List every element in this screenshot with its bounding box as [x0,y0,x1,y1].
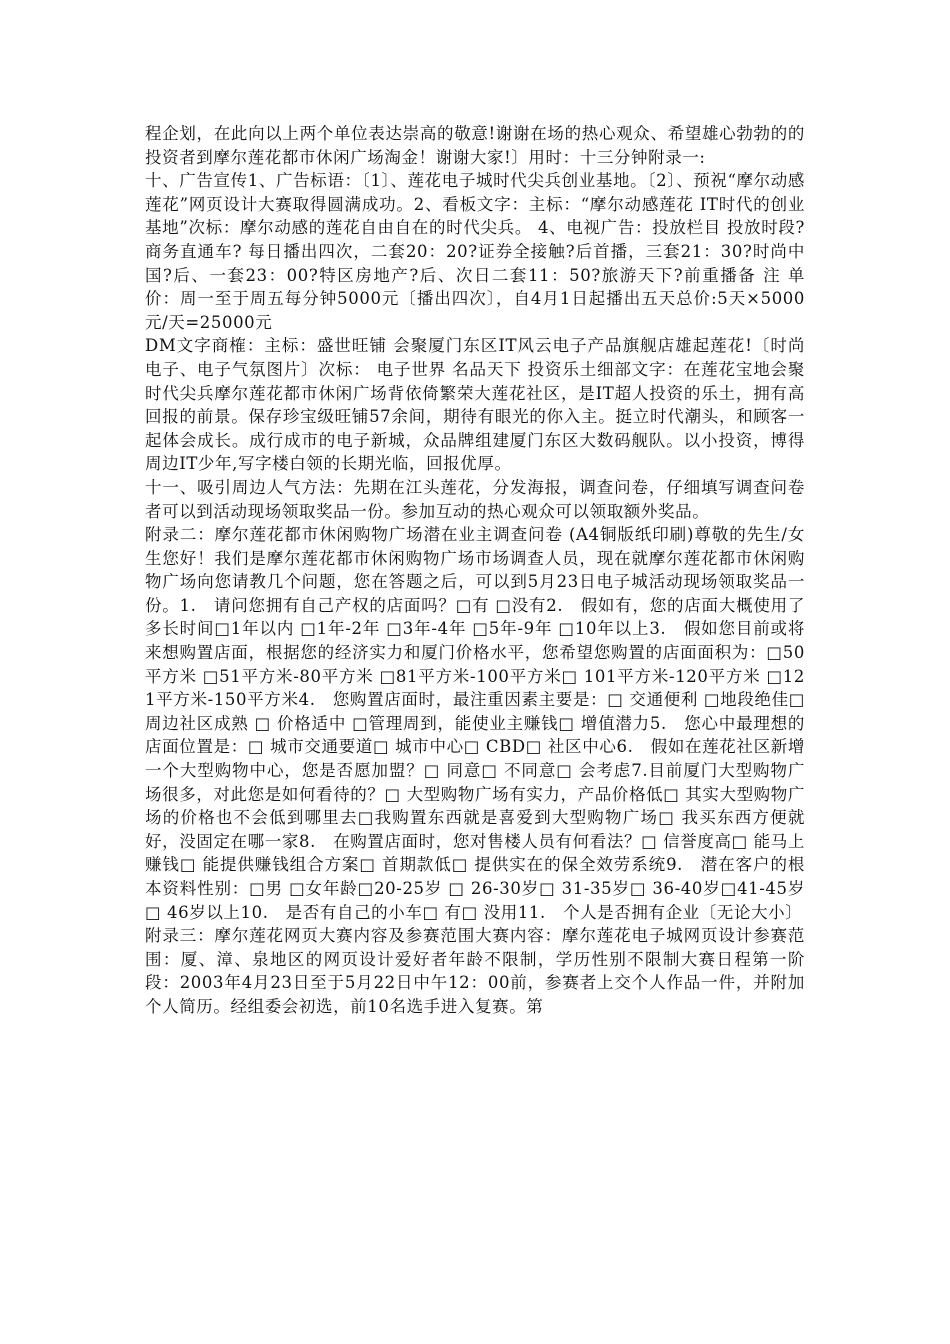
paragraph-appendix-three-contest: 附录三：摩尔莲花网页大赛内容及参赛范围大赛内容：摩尔莲花电子城网页设计参赛范围：厦、漳、泉地区的网页设计爱好者年龄不限制，学历性别不限制大赛日程第一阶段：2003年4月23日至于5月22日中午12：00前，参赛者上交个人作品一件，并附加个人简历。经组委会初选，前10名选手进入复赛。第 [145,926,805,1016]
paragraph-closing-remarks: 程企划，在此向以上两个单位表达崇高的敬意!谢谢在场的热心观众、希望雄心勃勃的的投资者到摩尔莲花都市休闲广场淘金！谢谢大家!〕用时：十三分钟附录一: [145,124,805,167]
document-body [145,122,805,1019]
paragraph-appendix-two-survey: 附录二：摩尔莲花都市休闲购物广场潜在业主调查问卷 (A4铜版纸印刷)尊敬的先生/女生您好！我们是摩尔莲花都市休闲购物广场市场调查人员，现在就摩尔莲花都市休闲购物广场向您请教几个问题，您在答题之后，可以到5月23日电子城活动现场领取奖品一份。1. 请问您拥有自己产权的店面吗？□有 □没有2. 假如有，您的店面大概使用了多长时间□1年以内 □1年-2年 □3年-4年 □5年-9年 □10年以上3. 假如您目前或将来想购置店面，根据您的经济实力和厦门价格水平，您希望您购置的店面面积为：□50平方米 □51平方米-80平方米 □81平方米-100平方米□ 101平方米-120平方米 □121平方米-150平方米4. 您购置店面时，最注重因素主要是：□ 交通便利 □地段绝佳□周边社区成熟 □ 价格适中 □管理周到，能使业主赚钱□ 增值潜力5. 您心中最理想的店面位置是：□ 城市交通要道□ 城市中心□ CBD□ 社区中心6. 假如在莲花社区新增一个大型购物中心，您是否愿加盟？□ 同意□ 不同意□ 会考虑7.目前厦门大型购物广场很多，对此您是如何看待的？□ 大型购物广场有实力，产品价格低□ 其实大型购物广场的价格也不会低到哪里去□我购置东西就是喜爱到大型购物广场□ 我买东西方便就好，没固定在哪一家8. 在购置店面时，您对售楼人员有何看法？□ 信誉度高□ 能马上赚钱□ 能提供赚钱组合方案□ 首期款低□ 提供实在的保全效劳系统9. 潜在客户的根本资料性别：□男 □女年龄□20-25岁 □ 26-30岁□ 31-35岁□ 36-40岁□41-45岁□ 46岁以上10. 是否有自己的小车□ 有□ 没用11. 个人是否拥有企业〔无论大小〕 [145,525,805,922]
paragraph-attract-traffic: 十一、吸引周边人气方法：先期在江头莲花，分发海报，调查问卷，仔细填写调查问卷者可以到活动现场领取奖品一份。参加互动的热心观众可以领取额外奖品。 [145,477,805,521]
paragraph-dm-copy: DM文字商榷：主标：盛世旺铺 会聚厦门东区IT风云电子产品旗舰店雄起莲花!〔时尚电子、电子气氛图片〕次标： 电子世界 名品天下 投资乐土细部文字：在莲花宝地会聚时代尖兵摩尔莲花都市休闲广场背依倚繁荣大莲花社区，是IT超人投资的乐土，拥有高回报的前景。保存珍宝级旺铺57余间，期待有眼光的你入主。挺立时代潮头，和顾客一起体会成长。成行成市的电子新城，众品牌组建厦门东区大数码舰队。以小投资，博得周边IT少年,写字楼白领的长期光临，回报优厚。 [145,336,805,474]
paragraph-advertising: 十、广告宣传1、广告标语：〔1〕、莲花电子城时代尖兵创业基地。〔2〕、预祝“摩尔动感莲花”网页设计大赛取得圆满成功。2、看板文字：主标：“摩尔动感莲花 IT时代的创业基地”次标：摩尔动感的莲花自由自在的时代尖兵。 4、电视广告：投放栏目 投放时段?商务直通车? 每日播出四次，二套20：20?证券全接触?后首播，三套21：30?时尚中国?后、一套23：00?特区房地产?后、次日二套11：50?旅游天下?前重播备 注 单价：周一至于周五每分钟5000元〔播出四次〕，自4月1日起播出五天总价:5天×5000元/天=25000元 [145,171,805,332]
